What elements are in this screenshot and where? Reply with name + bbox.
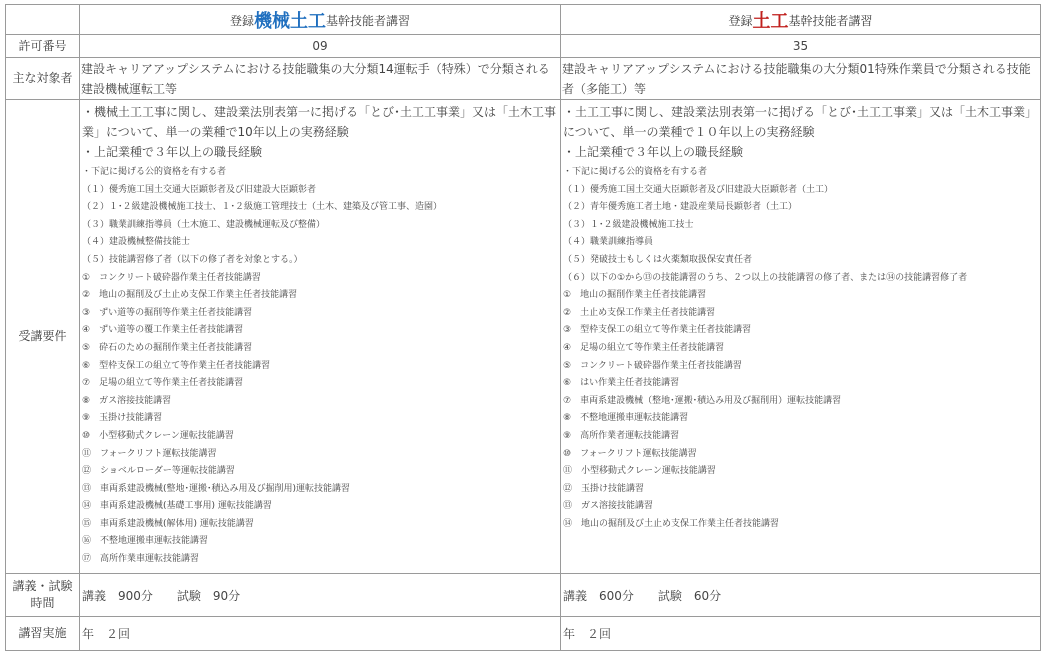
qualification-item: ⑩ フォークリフト運転技能講習 [563,448,697,459]
requirements-qualification-list [82,164,558,569]
requirement-item: ・土工工事に関し、建設業法別表第一に掲げる「とび･土工工事業」又は「土木工事業」について、単一の業種で１０年以上の実務経験 [563,105,1038,139]
hours-label [6,574,80,617]
hours-doko: 講義 600分 試験 60分 [561,574,1041,617]
qualification-item: ⑨ 玉掛け技能講習 [82,413,163,424]
course-comparison-table [5,4,1041,651]
qualification-item: ⑯ 不整地運搬車運転技能講習 [82,536,209,547]
qualification-item: ② 土止め支保工作業主任者技能講習 [563,307,716,318]
qualification-item: （３）１･２級建設機械施工技士 [563,219,694,230]
qualification-item: ⑬ 車両系建設機械(整地･運搬･積込み用及び掘削用)運転技能講習 [82,483,351,494]
qualification-item: ③ 型枠支保工の組立て等作業主任者技能講習 [563,325,752,336]
qualification-item: ⑫ 玉掛け技能講習 [563,483,645,494]
qualification-item: （２）青年優秀施工者土地・建設産業局長顕彰者（土工） [563,202,798,213]
header-highlight: 機械土工 [254,10,326,32]
qualification-item: （５）発破技士もしくは火薬類取扱保安責任者 [563,254,753,265]
qualification-item: ⑩ 小型移動式クレーン運転技能講習 [82,430,234,441]
qualification-item: （４）建設機械整備技能士 [82,237,191,248]
requirements-kikai-doko [80,100,561,574]
qualification-item: ・下記に掲げる公的資格を有する者 [82,167,227,177]
header-corner [6,5,80,35]
qualification-item: ⑧ 不整地運搬車運転技能講習 [563,413,689,424]
frequency-row [6,617,1041,651]
requirement-item: ・機械土工工事に関し、建設業法別表第一に掲げる「とび･土工工事業」又は「土木工事業」について、単一の業種で10年以上の実務経験 [82,105,557,139]
header-kikai-doko [80,5,561,35]
requirements-main-list [563,102,1038,162]
requirements-row [6,100,1041,574]
qualification-item: ⑬ ガス溶接技能講習 [563,501,654,512]
qualification-item: ⑧ ガス溶接技能講習 [82,395,172,406]
qualification-item: ⑭ 車両系建設機械(基礎工事用) 運転技能講習 [82,501,272,512]
qualification-item: ⑥ はい作業主任者技能講習 [563,378,680,389]
qualification-item: ・下記に掲げる公的資格を有する者 [563,167,708,177]
requirements-doko [561,100,1041,574]
qualification-item: ⑪ フォークリフト運転技能講習 [82,448,217,459]
header-suffix: 基幹技能者講習 [788,13,873,28]
hours-label-line2: 時間 [30,596,55,610]
qualification-item: ⑮ 車両系建設機械(解体用) 運転技能講習 [82,518,254,529]
qualification-item: ⑫ ショベルローダー等運転技能講習 [82,466,235,477]
permit-row [6,35,1041,58]
frequency-kikai-doko: 年 ２回 [80,617,561,651]
target-kikai-doko: 建設キャリアアップシステムにおける技能職集の大分類14運転手（特殊）で分類される建設機械運転工等 [80,58,561,100]
qualification-item: ⑪ 小型移動式クレーン運転技能講習 [563,466,716,477]
header-prefix: 登録 [229,13,254,28]
target-doko: 建設キャリアアップシステムにおける技能職集の大分類01特殊作業員で分類される技能者（多能工）等 [561,58,1041,100]
qualification-item: ⑤ コンクリート破砕器作業主任者技能講習 [563,360,742,371]
target-label: 主な対象者 [6,58,80,100]
requirements-label: 受講要件 [6,100,80,574]
requirement-item: ・上記業種で３年以上の職長経験 [563,145,744,159]
qualification-item: ③ ずい道等の掘削等作業主任者技能講習 [82,307,253,318]
permit-number-doko: 35 [561,35,1041,58]
header-row [6,5,1041,35]
qualification-item: （２）１･２級建設機械施工技士、１･２級施工管理技士（土木、建築及び管工事、造園） [82,202,443,213]
header-prefix: 登録 [728,13,753,28]
qualification-item: ④ ずい道等の覆工作業主任者技能講習 [82,325,244,336]
qualification-item: （１）優秀施工国土交通大臣顕彰者及び旧建設大臣顕彰者 [82,184,317,195]
qualification-item: ⑰ 高所作業車運転技能講習 [82,554,200,565]
qualification-item: ⑤ 砕石のための掘削作業主任者技能講習 [82,342,253,353]
permit-number-kikai-doko: 09 [80,35,561,58]
qualification-item: ⑨ 高所作業者運転技能講習 [563,430,680,441]
frequency-doko: 年 ２回 [561,617,1041,651]
header-highlight: 土工 [752,10,789,32]
requirement-item: ・上記業種で３年以上の職長経験 [82,145,263,159]
requirements-main-list [82,102,558,162]
target-row [6,58,1041,100]
qualification-item: （４）職業訓練指導員 [563,237,654,248]
qualification-item: ⑥ 型枠支保工の組立て等作業主任者技能講習 [82,360,271,371]
header-doko [561,5,1041,35]
qualification-item: ① コンクリート破砕器作業主任者技能講習 [82,272,261,283]
qualification-item: （３）職業訓練指導員（土木施工、建設機械運転及び整備） [82,219,326,230]
permit-label: 許可番号 [6,35,80,58]
requirements-qualification-list [563,164,1038,533]
qualification-item: （１）優秀施工国土交通大臣顕彰者及び旧建設大臣顕彰者（土工） [563,184,834,195]
qualification-item: ⑦ 足場の組立て等作業主任者技能講習 [82,378,244,389]
qualification-item: （６）以下の①から⑬の技能講習のうち、２つ以上の技能講習の修了者、または⑭の技能講習修了者 [563,272,968,283]
hours-kikai-doko: 講義 900分 試験 90分 [80,574,561,617]
hours-row [6,574,1041,617]
qualification-item: ④ 足場の組立て等作業主任者技能講習 [563,342,725,353]
qualification-item: ⑦ 車両系建設機械（整地･運搬･積込み用及び掘削用）運転技能講習 [563,395,842,406]
header-suffix: 基幹技能者講習 [326,13,411,28]
hours-label-line1: 講義・試験 [12,579,73,593]
qualification-item: （５）技能講習修了者（以下の修了者を対象とする。） [82,254,303,265]
frequency-label: 講習実施 [6,617,80,651]
qualification-item: ① 地山の掘削作業主任者技能講習 [563,290,707,301]
qualification-item: ② 地山の掘削及び土止め支保工作業主任者技能講習 [82,290,298,301]
qualification-item: ⑭ 地山の掘削及び土止め支保工作業主任者技能講習 [563,518,780,529]
